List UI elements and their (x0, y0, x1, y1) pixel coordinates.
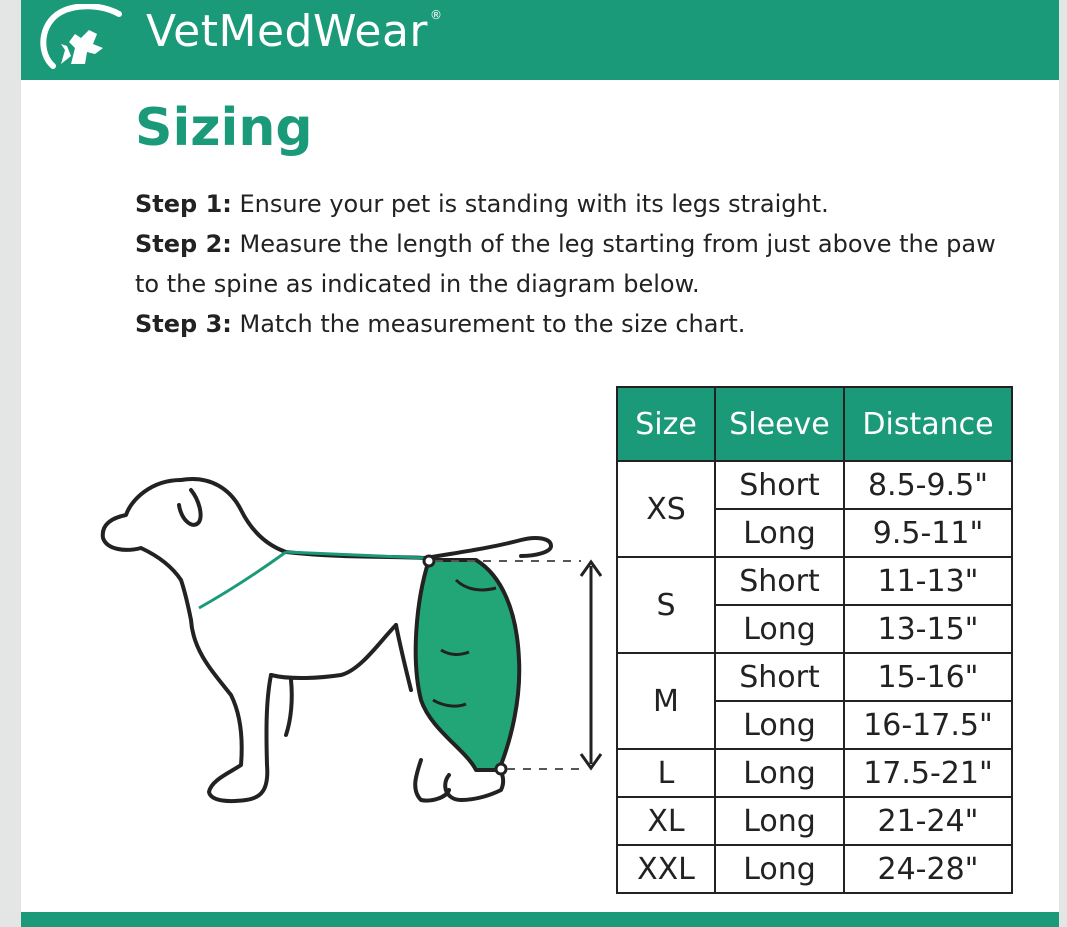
table-row (617, 461, 1012, 509)
size-cell: XXL (617, 845, 715, 893)
step-3: Step 3: Match the measurement to the size chart. (135, 310, 746, 338)
sleeve-cell: Long (715, 701, 844, 749)
header-bar (21, 0, 1059, 80)
size-cell: S (617, 557, 715, 653)
distance-cell: 21-24" (844, 797, 1012, 845)
distance-cell: 16-17.5" (844, 701, 1012, 749)
size-cell: L (617, 749, 715, 797)
distance-cell: 9.5-11" (844, 509, 1012, 557)
size-chart-table (616, 386, 1013, 894)
step-1: Step 1: Ensure your pet is standing with its legs straight. (135, 190, 829, 218)
size-cell: XL (617, 797, 715, 845)
distance-cell: 17.5-21" (844, 749, 1012, 797)
header-sleeve: Sleeve (715, 387, 844, 461)
instructions (135, 184, 1015, 344)
cat-dog-logo-icon (31, 4, 131, 70)
sleeve-cell: Short (715, 557, 844, 605)
step-2: Step 2: Measure the length of the leg starting from just above the paw to the spine as indicated in the diagram below. (135, 230, 996, 298)
size-cell: M (617, 653, 715, 749)
distance-cell: 11-13" (844, 557, 1012, 605)
distance-cell: 24-28" (844, 845, 1012, 893)
table-row (617, 557, 1012, 605)
table-row (617, 845, 1012, 893)
sleeve-cell: Short (715, 653, 844, 701)
sleeve-cell: Short (715, 461, 844, 509)
distance-cell: 15-16" (844, 653, 1012, 701)
sleeve-cell: Long (715, 605, 844, 653)
sleeve-cell: Long (715, 845, 844, 893)
header-distance: Distance (844, 387, 1012, 461)
table-row (617, 749, 1012, 797)
sleeve-cell: Long (715, 797, 844, 845)
distance-cell: 8.5-9.5" (844, 461, 1012, 509)
page-title: Sizing (135, 98, 313, 158)
table-header-row (617, 387, 1012, 461)
size-cell: XS (617, 461, 715, 557)
sleeve-cell: Long (715, 749, 844, 797)
header-size: Size (617, 387, 715, 461)
dog-leg-sleeve-illustration (81, 460, 641, 810)
table-row (617, 653, 1012, 701)
sizing-page (21, 0, 1059, 927)
sleeve-cell: Long (715, 509, 844, 557)
table-row (617, 797, 1012, 845)
brand-name: VetMedWear ® (146, 6, 443, 57)
distance-cell: 13-15" (844, 605, 1012, 653)
footer-bar (21, 912, 1059, 927)
